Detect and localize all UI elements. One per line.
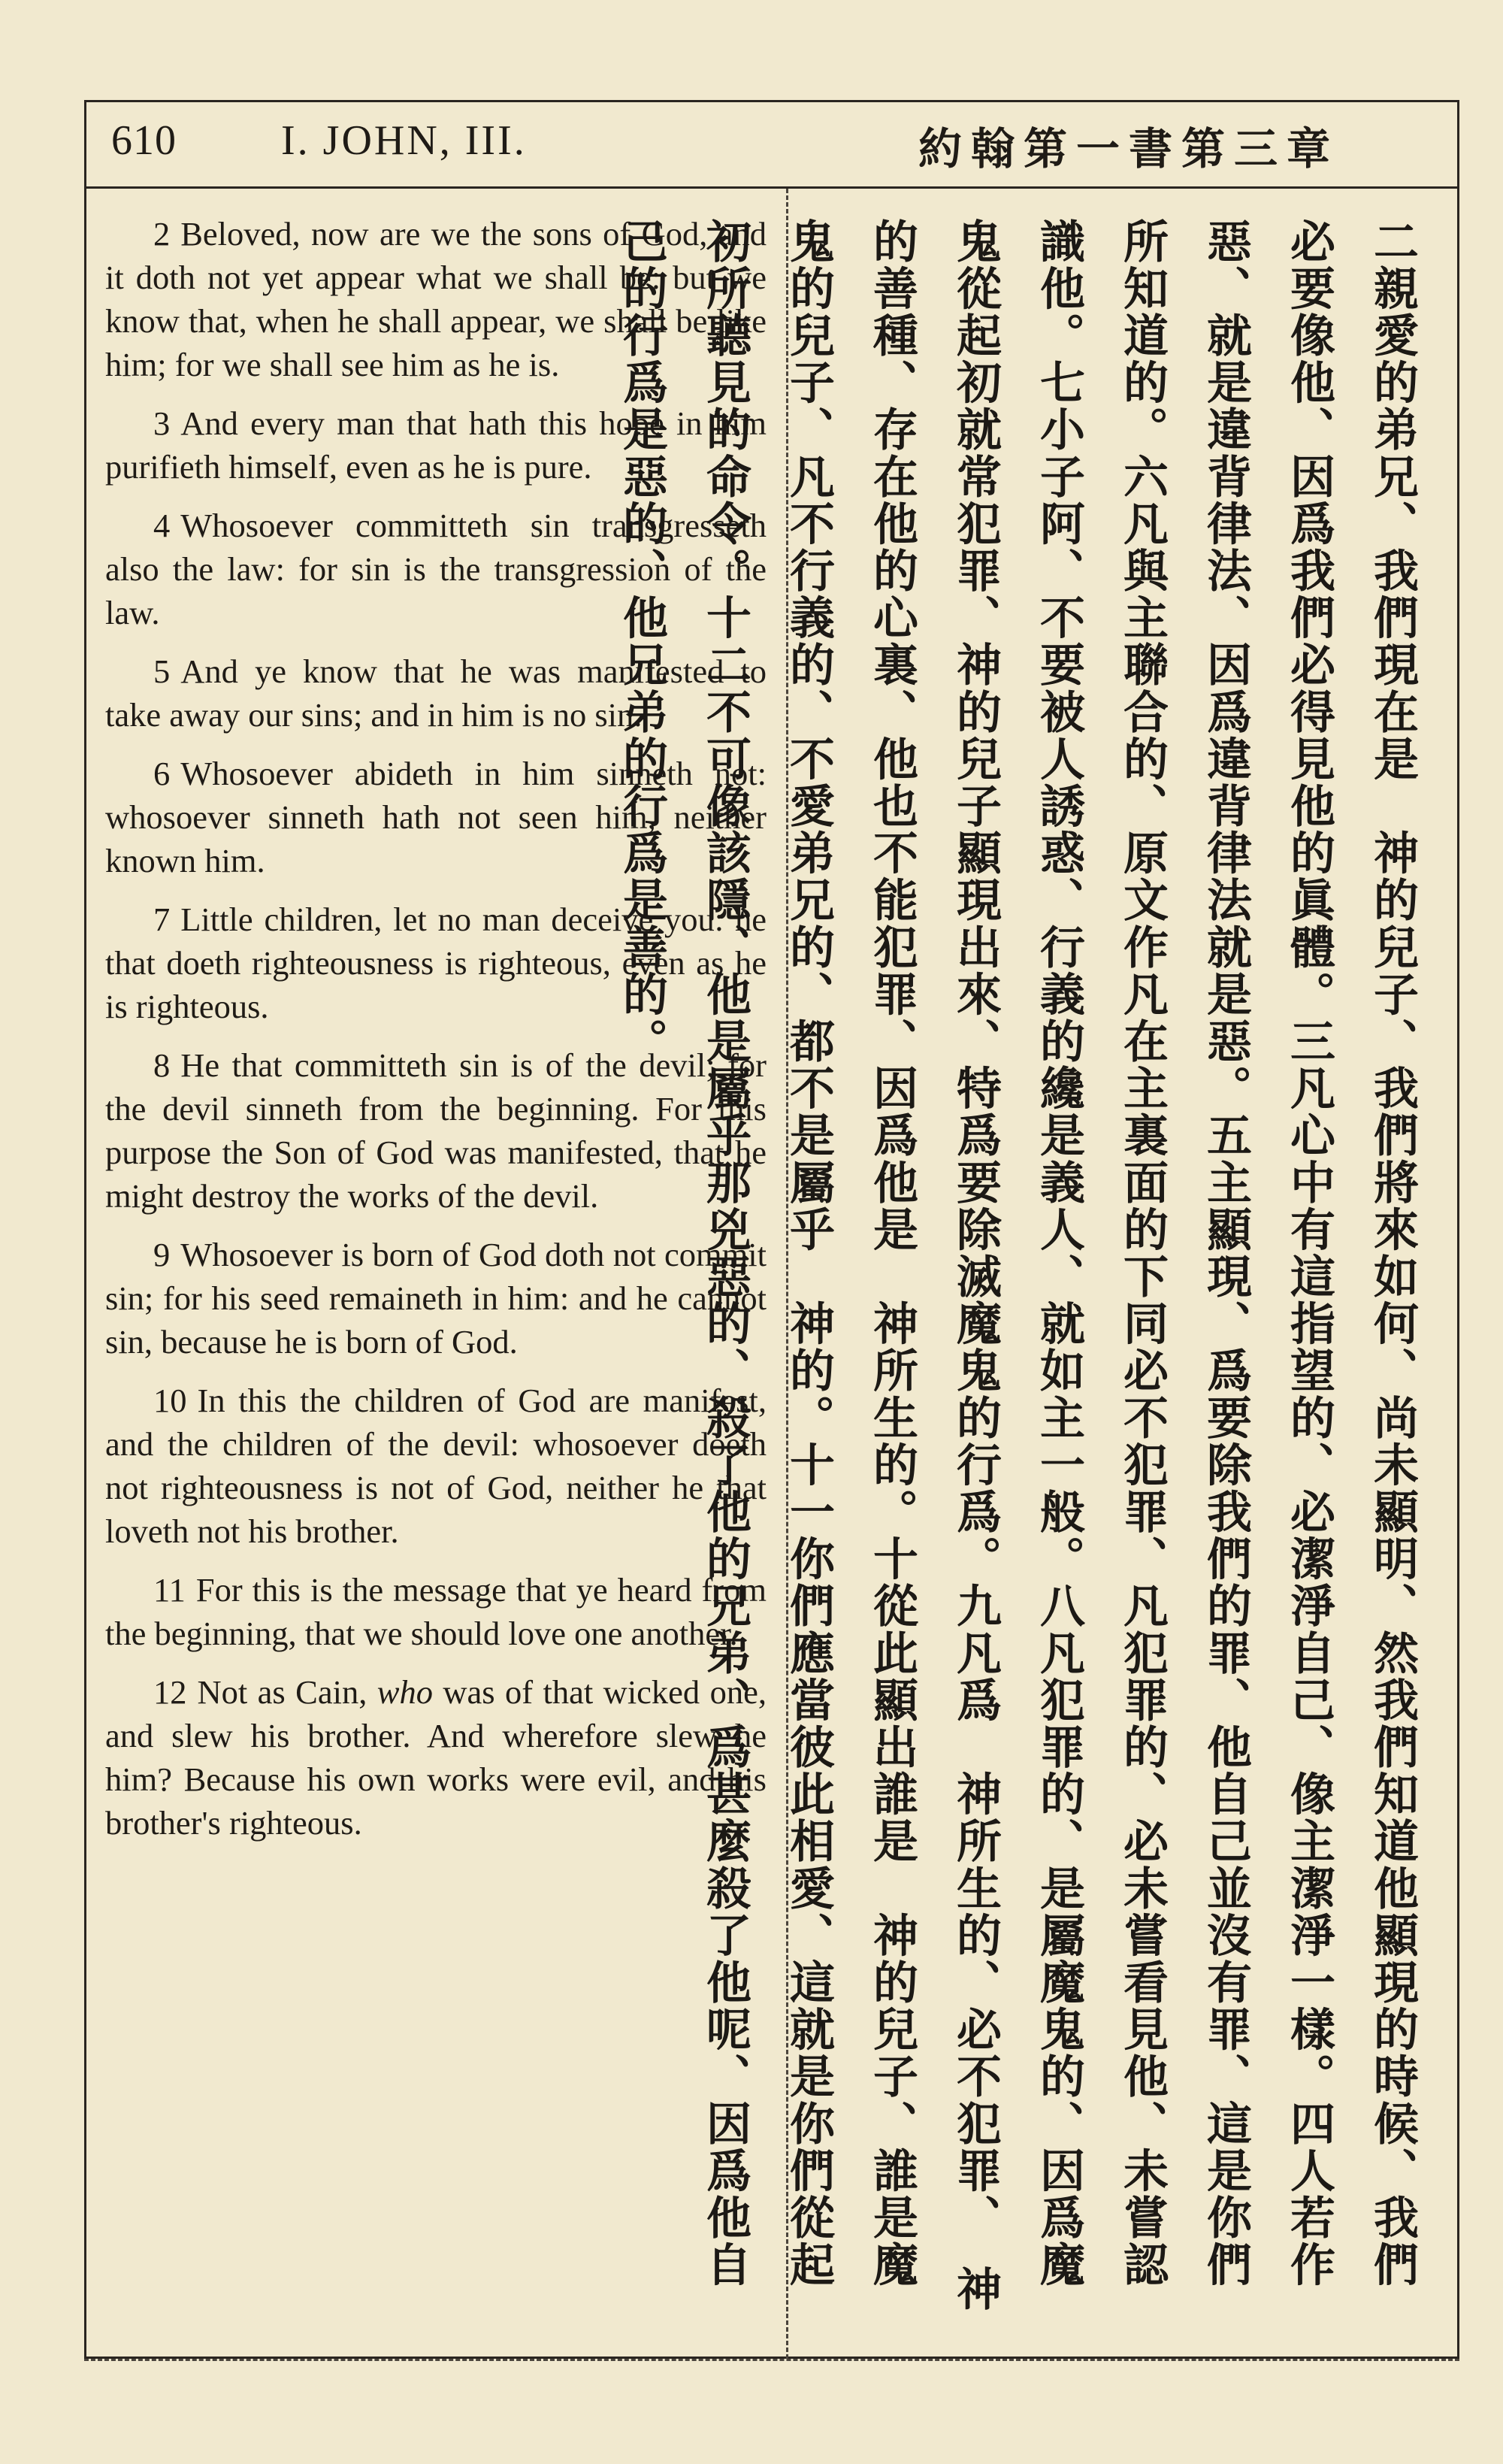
verse-2: 2 Beloved, now are we the sons of God, and it doth not yet appear what we shall be: but we know that, when he shall appear, we shall be like him; for we shall see him as he is. bbox=[105, 215, 767, 383]
verse-3: 3 And every man that hath this hope in him purifieth himself, even as he is pure. bbox=[105, 404, 767, 486]
running-title: I. JOHN, III. bbox=[281, 117, 527, 164]
chinese-column bbox=[615, 197, 1444, 2339]
verse-5: 5 And ye know that he was manifested to take away our sins; and in him is no sin. bbox=[105, 652, 767, 734]
verse-11: 11 For this is the message that ye heard from the beginning, that we should love one another. bbox=[105, 1571, 767, 1652]
verse-9: 9 Whosoever is born of God doth not commit sin; for his seed remaineth in him: and he cannot sin, because he is born of God. bbox=[105, 1236, 767, 1361]
chinese-running-title: 約翰第一書第三章 bbox=[918, 123, 1339, 174]
bottom-rule bbox=[84, 2359, 1459, 2361]
verse-12: 12 Not as Cain, who was of that wicked one, and slew his brother. And wherefore slew he him? Because his own works were evil, and his brother's righteous. bbox=[105, 1673, 767, 1842]
chinese-verses: 二親愛的弟兄、我們現在是 神的兒子、我們將來如何、尚未顯明、然我們知道他顯現的時候、我們必要像他、因爲我們必得見他的眞體。三凡心中有這指望的、必潔淨自己、像主潔淨一樣。四人若作惡、就是違背律法、因爲違背律法就是惡。五主顯現、爲要除我們的罪、他自己並沒有罪、這是你們所知道的。六凡與主聯合的、原文作凡在主裏面的下同必不犯罪、凡犯罪的、必未嘗看見他、未嘗認識他。七小子阿、不要被人誘惑、行義的纔是義人、就如主一般。八凡犯罪的、是屬魔鬼的、因爲魔鬼從起初就常犯罪、神的兒子顯現出來、特爲要除滅魔鬼的行爲。九凡爲 神所生的、必不犯罪、 神的善種、存在他的心裏、他也不能犯罪、因爲他是 神所生的。十從此顯出誰是 神的兒子、誰是魔鬼的兒子、凡不行義的、不愛弟兄的、都不是屬乎 神的。十一你們應當彼此相愛、這就是你們從起初所聽見的命令。十二不可像該隱、他是屬乎那兇惡的、殺了他的兄弟、爲甚麼殺了他呢、因爲他自己的行爲是惡的、他兄弟的行爲是善的。 bbox=[615, 218, 1419, 2313]
verse-7: 7 Little children, let no man deceive you: he that doeth righteousness is righteous, even as he is righteous. bbox=[105, 901, 767, 1025]
page-header bbox=[84, 100, 1459, 189]
verse-10: 10 In this the children of God are manifest, and the children of the devil: whosoever doeth not righteousness is not of God, neither he that loveth not his brother. bbox=[105, 1382, 767, 1550]
verse-8: 8 He that committeth sin is of the devil; for the devil sinneth from the beginning. For this purpose the Son of God was manifested, that he might destroy the works of the devil. bbox=[105, 1046, 767, 1215]
verse-6: 6 Whosoever abideth in him sinneth not: whosoever sinneth hath not seen him, neither known him. bbox=[105, 755, 767, 879]
verse-4: 4 Whosoever committeth sin transgresseth also the law: for sin is the transgression of the law. bbox=[105, 507, 767, 631]
page-number: 610 bbox=[111, 117, 177, 164]
